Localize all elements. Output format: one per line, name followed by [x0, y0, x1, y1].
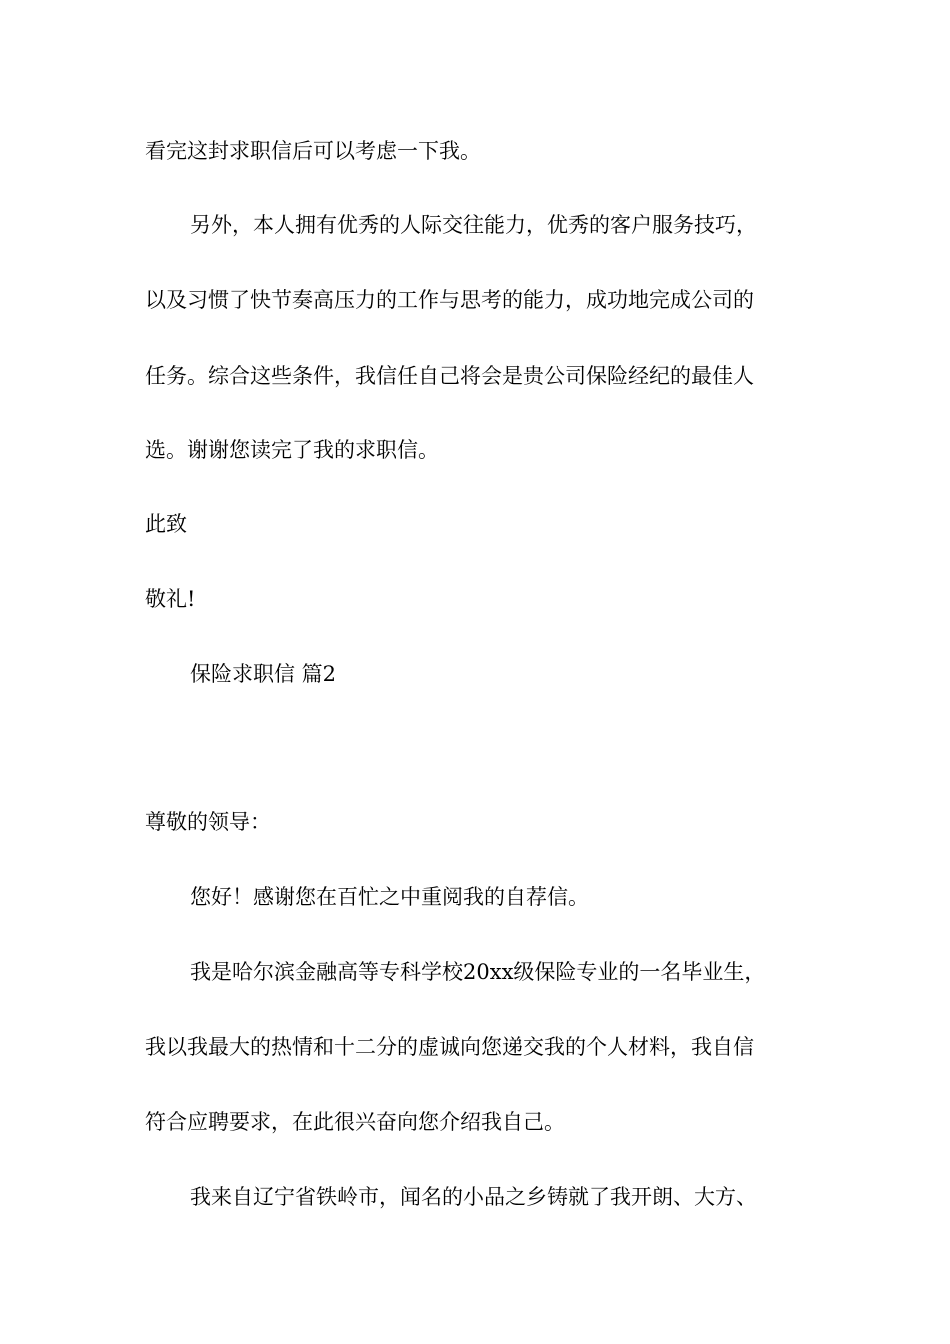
text-line: 符合应聘要求，在此很兴奋向您介绍我自己。	[145, 1110, 565, 1134]
paragraph-start-line: 另外，本人拥有优秀的人际交往能力，优秀的客户服务技巧，	[190, 213, 757, 237]
text-line: 看完这封求职信后可以考虑一下我。	[145, 139, 481, 163]
paragraph-start-line: 您好！感谢您在百忙之中重阅我的自荐信。	[190, 885, 589, 909]
text-line: 我以我最大的热情和十二分的虚诚向您递交我的个人材料，我自信	[145, 1035, 754, 1059]
closing-salutation: 敬礼!	[145, 587, 196, 611]
text-line: 任务。综合这些条件，我信任自己将会是贵公司保险经纪的最佳人	[145, 364, 754, 388]
paragraph-start-line: 我是哈尔滨金融高等专科学校20xx级保险专业的一名毕业生，	[190, 960, 766, 984]
salutation: 尊敬的领导：	[145, 810, 271, 834]
section-heading: 保险求职信 篇2	[190, 662, 337, 686]
text-line: 选。谢谢您读完了我的求职信。	[145, 438, 439, 462]
text-line: 以及习惯了快节奏高压力的工作与思考的能力，成功地完成公司的	[145, 288, 754, 312]
paragraph-start-line: 我来自辽宁省铁岭市，闻名的小品之乡铸就了我开朗、大方、	[190, 1185, 757, 1209]
closing-line: 此致	[145, 512, 187, 536]
